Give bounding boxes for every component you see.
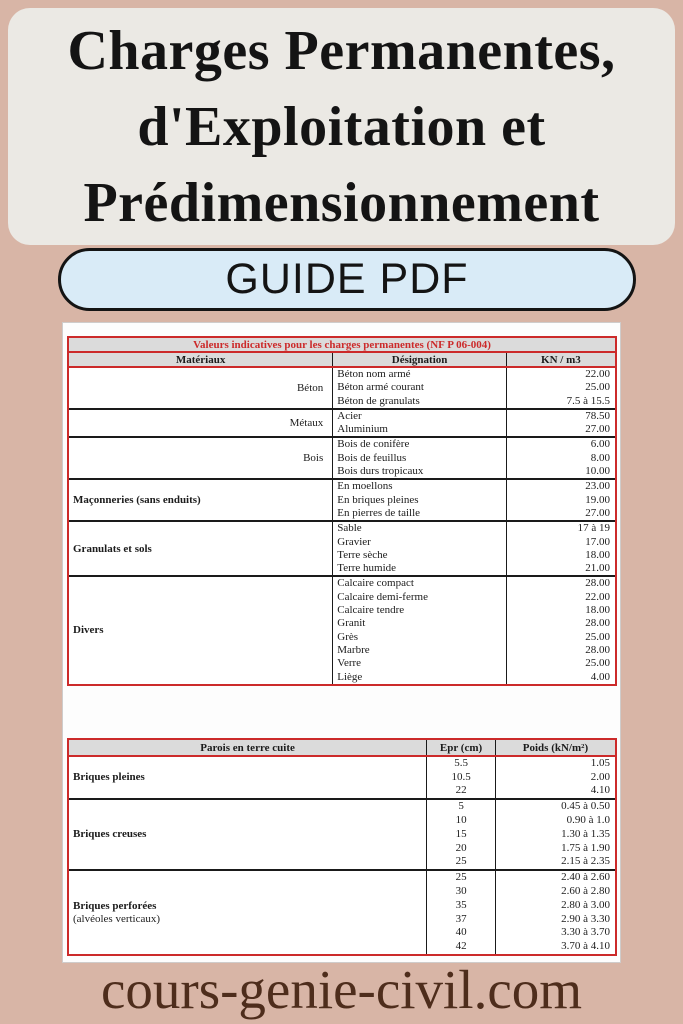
designation-value: Acier	[337, 409, 362, 422]
designation-value: Béton de granulats	[337, 394, 420, 407]
designation-value: 5.5	[454, 756, 468, 769]
material-cell	[69, 480, 333, 520]
designation-value: Terre humide	[337, 562, 397, 575]
designation-value: En briques pleines	[337, 493, 419, 506]
numeric-value: 22.00	[585, 368, 610, 380]
numeric-value: 8.00	[590, 451, 610, 464]
column-header-epr: Epr (cm)	[427, 740, 496, 755]
numeric-value: 2.80 à 3.00	[561, 898, 610, 911]
title-line-1: Charges Permanentes,	[67, 19, 616, 82]
numeric-value: 2.00	[590, 770, 610, 783]
designation-value: Liège	[337, 670, 363, 683]
numeric-value: 1.30 à 1.35	[561, 827, 610, 840]
designation-value: En pierres de taille	[337, 506, 421, 519]
designation-value: 25	[455, 855, 467, 868]
designation-value: 22	[455, 784, 467, 797]
numeric-value: 27.00	[585, 506, 610, 519]
designation-cell	[333, 480, 507, 520]
numeric-value: 6.00	[590, 438, 610, 451]
material-cell	[69, 757, 427, 798]
designation-cell	[333, 522, 507, 575]
numeric-value: 19.00	[585, 493, 610, 506]
table-section	[69, 436, 615, 478]
numeric-value: 28.00	[585, 643, 610, 656]
column-header-designation: Désignation	[333, 353, 507, 366]
material-cell	[69, 368, 333, 408]
numeric-value: 7.5 à 15.5	[566, 394, 610, 407]
numeric-value: 17.00	[585, 535, 610, 548]
table-section	[69, 520, 615, 575]
material-cell	[69, 577, 333, 683]
value-cell	[496, 871, 615, 954]
designation-cell	[333, 368, 507, 408]
numeric-value: 17 à 19	[577, 522, 610, 535]
designation-value: 40	[455, 926, 467, 939]
value-cell	[507, 480, 615, 520]
column-header-kn-m3: KN / m3	[541, 354, 581, 366]
table-section	[69, 408, 615, 437]
value-cell	[507, 577, 615, 683]
numeric-value: 25.00	[585, 657, 610, 670]
designation-value: Béton nom armé	[337, 368, 411, 380]
table-header-row	[69, 353, 615, 368]
designation-value: 25	[455, 871, 467, 884]
title-card	[8, 8, 675, 245]
material-note: (alvéoles verticaux)	[73, 912, 161, 925]
numeric-value: 3.70 à 4.10	[561, 940, 610, 953]
designation-cell	[333, 410, 507, 437]
table-section	[69, 368, 615, 408]
designation-value: Bois de conifère	[337, 438, 410, 451]
value-cell	[496, 800, 615, 869]
numeric-value: 18.00	[585, 604, 610, 617]
designation-value: Calcaire tendre	[337, 604, 405, 617]
numeric-value: 3.30 à 3.70	[561, 926, 610, 939]
numeric-value: 28.00	[585, 617, 610, 630]
numeric-value: 1.05	[590, 756, 610, 769]
designation-value: Bois durs tropicaux	[337, 465, 424, 478]
column-header-parois: Parois en terre cuite	[69, 740, 427, 755]
table-section	[69, 757, 615, 798]
numeric-value: 25.00	[585, 381, 610, 394]
material-label: Divers	[73, 624, 104, 637]
designation-cell	[333, 577, 507, 683]
guide-pdf-button[interactable]: GUIDE PDF	[58, 248, 636, 311]
designation-value: Béton armé courant	[337, 381, 424, 394]
designation-value: Sable	[337, 522, 362, 535]
numeric-value: 23.00	[585, 480, 610, 493]
numeric-value: 22.00	[585, 590, 610, 603]
material-label: Métaux	[289, 416, 324, 429]
table-title: Valeurs indicatives pour les charges permanentes (NF P 06-004)	[69, 338, 615, 353]
designation-value: Verre	[337, 657, 362, 670]
designation-value: 10	[455, 814, 467, 827]
website-footer: cours-genie-civil.com	[100, 959, 583, 1020]
designation-cell	[333, 438, 507, 478]
designation-value: 10.5	[451, 770, 471, 783]
designation-value: Bois de feuillus	[337, 451, 407, 464]
material-label: Bois	[303, 452, 324, 465]
numeric-value: 10.00	[585, 465, 610, 478]
material-label: Béton	[296, 381, 324, 394]
parois-terre-cuite-table	[67, 738, 617, 956]
material-label: Briques creuses	[73, 828, 147, 841]
designation-value: 15	[455, 827, 467, 840]
numeric-value: 21.00	[585, 562, 610, 575]
material-label: Briques pleines	[73, 771, 145, 784]
numeric-value: 28.00	[585, 577, 610, 590]
designation-value: Granit	[337, 617, 366, 630]
material-cell	[69, 871, 427, 954]
numeric-value: 27.00	[585, 423, 610, 436]
numeric-value: 0.90 à 1.0	[566, 814, 610, 827]
charges-permanentes-table	[67, 336, 617, 686]
numeric-value: 2.40 à 2.60	[561, 871, 610, 884]
value-cell	[507, 410, 615, 437]
designation-value: 30	[455, 885, 467, 897]
numeric-value: 1.75 à 1.90	[561, 841, 610, 854]
designation-cell	[427, 757, 496, 798]
designation-cell	[427, 871, 496, 954]
table-body	[69, 757, 615, 954]
designation-value: 42	[455, 940, 467, 953]
value-cell	[496, 757, 615, 798]
designation-value: En moellons	[337, 480, 393, 493]
designation-value: Marbre	[337, 643, 370, 656]
designation-value: 37	[455, 912, 467, 925]
designation-value: 20	[455, 841, 467, 854]
designation-value: Grès	[337, 630, 359, 643]
numeric-value: 4.10	[590, 784, 610, 797]
title-line-3: Prédimensionnement	[83, 171, 600, 234]
value-cell	[507, 368, 615, 408]
numeric-value: 2.15 à 2.35	[561, 855, 610, 868]
material-cell	[69, 410, 333, 437]
designation-value: Calcaire demi-ferme	[337, 590, 428, 603]
material-label: Maçonneries (sans enduits)	[73, 494, 201, 507]
designation-value: 35	[455, 898, 467, 911]
material-cell	[69, 800, 427, 869]
numeric-value: 18.00	[585, 548, 610, 561]
table-section	[69, 478, 615, 520]
table-body	[69, 368, 615, 684]
table-header-row	[69, 740, 615, 757]
material-cell	[69, 438, 333, 478]
table-section	[69, 869, 615, 954]
numeric-value: 2.60 à 2.80	[561, 885, 610, 897]
table-section	[69, 575, 615, 683]
designation-value: Gravier	[337, 535, 371, 548]
column-header-poids: Poids (kN/m²)	[522, 741, 589, 754]
value-cell	[507, 522, 615, 575]
value-cell	[507, 438, 615, 478]
numeric-value: 25.00	[585, 630, 610, 643]
numeric-value: 78.50	[585, 409, 610, 422]
numeric-value: 2.90 à 3.30	[561, 912, 610, 925]
table-section	[69, 798, 615, 869]
material-label: Briques perforées (alvéoles verticaux)	[69, 900, 426, 925]
designation-cell	[427, 800, 496, 869]
designation-value: 5	[458, 800, 464, 813]
pdf-document-page	[62, 322, 621, 963]
page-title	[67, 13, 615, 241]
designation-value: Terre sèche	[337, 548, 388, 561]
numeric-value: 4.00	[590, 670, 610, 683]
numeric-value: 0.45 à 0.50	[561, 800, 610, 813]
title-line-2: d'Exploitation et	[137, 95, 546, 158]
designation-value: Aluminium	[337, 423, 388, 436]
material-label: Granulats et sols	[73, 542, 152, 555]
designation-value: Calcaire compact	[337, 577, 414, 590]
column-header-materiaux: Matériaux	[69, 353, 333, 366]
material-cell	[69, 522, 333, 575]
